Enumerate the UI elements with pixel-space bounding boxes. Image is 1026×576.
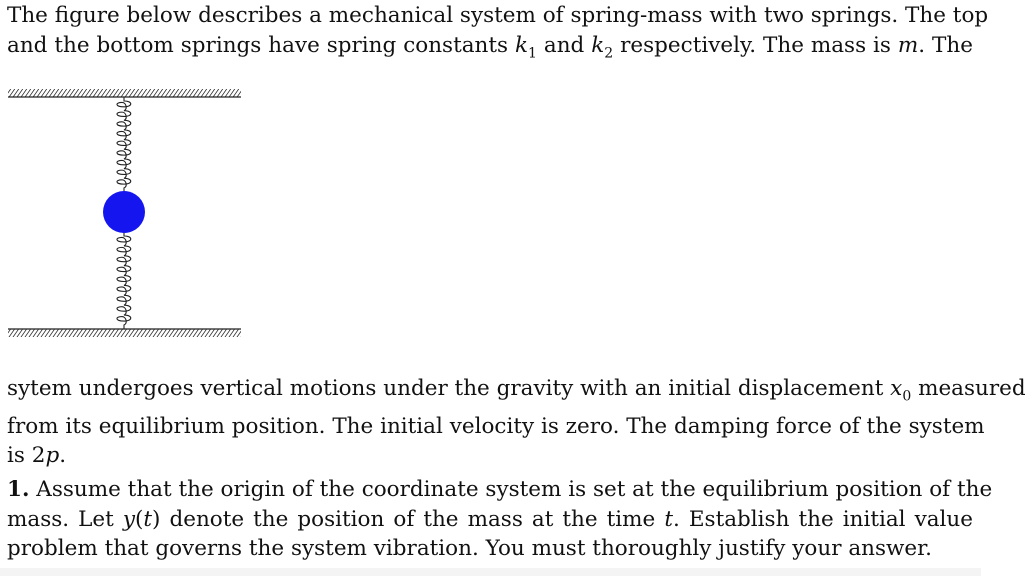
question-line-1 xyxy=(7,475,993,505)
text-run: sytem undergoes vertical motions under the gravity with an initial displacement xyxy=(7,376,891,401)
x0-subscript: 0 xyxy=(902,388,912,405)
intro-line-1: The figure below describes a mechanical system of spring-mass with two springs. The top xyxy=(7,3,989,28)
x0-symbol: x xyxy=(890,376,903,401)
spring-mass-figure xyxy=(0,80,260,350)
bottom-spring xyxy=(117,232,131,329)
motion-line-3 xyxy=(7,441,973,471)
motion-line-1 xyxy=(7,374,1026,412)
text-run: . The xyxy=(918,32,973,58)
p-symbol: p xyxy=(45,443,60,469)
text-run: mass. Let xyxy=(7,506,123,532)
page-bottom-edge xyxy=(0,568,981,576)
k1-symbol: k xyxy=(515,32,529,58)
mass-symbol: m xyxy=(897,32,919,58)
question-paragraph xyxy=(7,475,993,564)
question-line-2 xyxy=(7,505,973,535)
k1-subscript: 1 xyxy=(528,44,537,61)
text-run: . xyxy=(59,443,67,469)
text-run: . Establish the initial value xyxy=(672,506,973,532)
text-run: measured xyxy=(911,376,1026,401)
text-run: ) denote the position of the mass at the time xyxy=(152,506,665,532)
text-run: and xyxy=(536,32,592,58)
text-run: is 2 xyxy=(7,443,46,469)
motion-line-2: from its equilibrium position. The initial velocity is zero. The damping force of the system xyxy=(7,413,985,439)
text-run: and the bottom springs have spring constants xyxy=(7,32,515,58)
text-run: respectively. The mass is xyxy=(613,32,898,58)
motion-paragraph xyxy=(7,374,1026,471)
intro-paragraph xyxy=(7,1,989,68)
top-spring xyxy=(117,97,131,192)
t-symbol: t xyxy=(664,506,673,532)
top-support xyxy=(8,89,241,97)
k2-symbol: k xyxy=(591,32,605,58)
text-run: ( xyxy=(135,506,144,532)
question-number: 1. xyxy=(7,477,30,502)
y-symbol: y xyxy=(122,506,135,532)
question-line-3: problem that governs the system vibration. You must thoroughly justify your answer. xyxy=(7,536,932,561)
intro-line-2 xyxy=(7,31,973,69)
mass-ball xyxy=(103,191,145,233)
k2-subscript: 2 xyxy=(604,44,614,61)
t-symbol: t xyxy=(143,506,153,532)
bottom-support xyxy=(8,329,241,337)
text-run: Assume that the origin of the coordinate system is set at the equilibrium position of the xyxy=(29,477,993,502)
